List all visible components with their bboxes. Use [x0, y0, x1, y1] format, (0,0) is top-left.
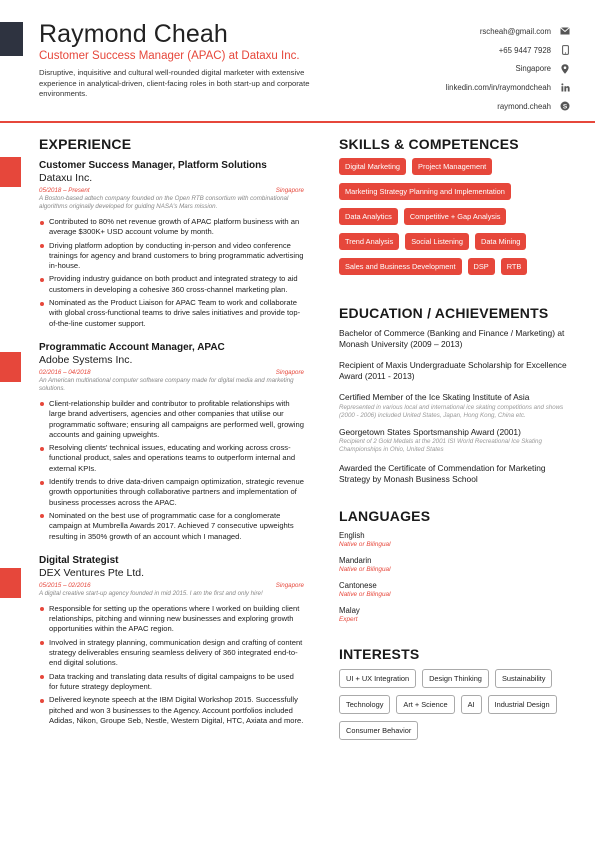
summary-text: Disruptive, inquisitive and cultural well-rounded digital marketer with extensive experience in analytical-driven, client-facing roles in both start-up and corporate environments.: [39, 68, 310, 98]
job-bullet: Nominated on the best use of programmatic case for a conglomerate campaign at Mumbrella Awards 2017. Achieved 7 consecutive upweights resulting in 350% growth of an account which I managed.: [39, 511, 304, 542]
job-location: Singapore: [275, 368, 304, 376]
header-accent-block: [0, 22, 23, 56]
job-meta: [39, 369, 304, 376]
job-company: Dataxu Inc.: [39, 172, 93, 184]
skill-tag: Data Analytics: [339, 208, 398, 225]
education-item: [339, 392, 571, 420]
skill-tag: Marketing Strategy Planning and Implementation: [339, 183, 511, 200]
job-bullet: Client-relationship builder and contributor to profitable relationships with large brand advertisers, agencies and other companies that utilise our programmatic software; ensuring all campaigns are performed well, growing accounts and gaining upweights.: [39, 399, 304, 440]
language-item: [339, 581, 571, 599]
svg-text:S: S: [562, 103, 568, 111]
skype-icon: [560, 101, 570, 111]
contact-location-text: Singapore: [515, 64, 551, 74]
interest-tag: Design Thinking: [422, 669, 489, 688]
location-icon: [560, 64, 570, 74]
language-level: Native or Bilingual: [339, 591, 391, 598]
job-title: Programmatic Account Manager, APAC: [39, 341, 225, 353]
job-location: Singapore: [275, 187, 304, 194]
language-name: Malay: [339, 606, 360, 615]
education-item: [339, 328, 571, 349]
interests-title: INTERESTS: [339, 646, 420, 662]
job-bullet: Contributed to 80% net revenue growth of APAC platform business with an average $300K+ USD account volume by month.: [39, 217, 304, 238]
job-bullet: Resolving clients' technical issues, educating and working across cross-functional product, sales and operations teams to outperform internal and external KPIs.: [39, 443, 304, 474]
job-bullet: Identify trends to drive data-driven campaign optimization, strategic revenue growth opportunities through collaborative partners and implementation of business processes across the APAC.: [39, 477, 304, 508]
interest-tag: Art + Science: [396, 695, 454, 714]
job-1-accent-bar: [0, 157, 21, 187]
contact-email[interactable]: [446, 22, 570, 41]
skill-tag: Social Listening: [405, 233, 469, 250]
education-item-title: Bachelor of Commerce (Banking and Finance / Marketing) at Monash University (2009 – 2013): [339, 328, 565, 349]
job-bullet: Responsible for setting up the operations where I worked on building client relationships, pitching and winning new businesses and exploring growth opportunities within the APAC region.: [39, 604, 304, 635]
job-dates: 02/2016 – 04/2018: [39, 368, 91, 376]
skill-tag: Project Management: [412, 158, 492, 175]
job-description: An American multinational computer software company made for digital media and marketing solutions.: [39, 376, 294, 392]
language-level: Native or Bilingual: [339, 566, 391, 573]
education-item-title: Awarded the Certificate of Commendation for Marketing Strategy by Monash Business School: [339, 463, 546, 484]
job-bullet: Nominated as the Product Liaison for APAC Team to work and collaborate with global cross-functional teams to drive sales initiatives and provide top-of-the-line customer support.: [39, 298, 304, 329]
interest-tag: UI + UX Integration: [339, 669, 416, 688]
job-dates: 05/2018 – Present: [39, 187, 90, 194]
header-divider: [0, 121, 595, 123]
language-name: Cantonese: [339, 581, 377, 590]
contact-location: [446, 59, 570, 78]
job-meta: [39, 582, 304, 589]
interest-tag: Sustainability: [495, 669, 553, 688]
job-bullets: [39, 604, 304, 726]
right-column: [339, 136, 571, 747]
job-dates: 05/2015 – 02/2016: [39, 581, 91, 589]
experience-section: [39, 136, 304, 729]
language-item: [339, 606, 571, 624]
skill-tag: RTB: [501, 258, 528, 275]
job-title: Digital Strategist: [39, 554, 119, 566]
education-title: EDUCATION / ACHIEVEMENTS: [339, 305, 549, 321]
language-item: [339, 556, 571, 574]
interest-tag: Industrial Design: [488, 695, 557, 714]
job-description: A Boston-based adtech company founded on the Open RTB consortium with combinational algorithms originally developed for guiding NASA's Mars mission.: [39, 195, 289, 210]
contact-phone[interactable]: [446, 41, 570, 60]
language-name: Mandarin: [339, 556, 372, 565]
job-bullet: Delivered keynote speech at the IBM Digital Workshop 2015. Successfully pitched and won 3 businesses to the Agency. Account portfolios included Adidas, Nikon, Groupe Seb, Nestle, Western Digital, HTC, Axiata and more.: [39, 695, 304, 726]
contact-email-text: rscheah@gmail.com: [479, 26, 551, 36]
job-location: Singapore: [275, 581, 304, 589]
skills-tags: [339, 158, 571, 283]
contact-phone-text: +65 9447 7928: [498, 45, 551, 55]
interests-tags: [339, 669, 571, 747]
job-bullet: Involved in strategy planning, communication design and crafting of content strategy deliverables ensuring seamless delivery of 360 integrated end-to-end digital solutions.: [39, 638, 304, 669]
contact-linkedin[interactable]: [446, 78, 570, 97]
language-level: Native or Bilingual: [339, 541, 391, 548]
linkedin-icon: [560, 82, 570, 92]
skill-tag: Trend Analysis: [339, 233, 399, 250]
job-bullet: Driving platform adoption by conducting in-person and video conference trainings for agency and brand customers to bring programmatic advertising in-house.: [39, 241, 304, 272]
job-item: [39, 555, 304, 726]
job-company: Adobe Systems Inc.: [39, 353, 133, 366]
candidate-name: Raymond Cheah: [39, 20, 228, 48]
job-meta: [39, 187, 304, 194]
languages-title: LANGUAGES: [339, 508, 431, 524]
language-name: English: [339, 531, 365, 540]
education-item-desc: Recipient of 2 Gold Medals at the 2001 ISI World Recreational Ice Skating Championships in Ohio, United States: [339, 438, 542, 453]
contact-linkedin-text: linkedin.com/in/raymondcheah: [445, 82, 551, 92]
education-item-title: Georgetown States Sportsmanship Award (2001): [339, 426, 521, 437]
contact-skype[interactable]: [446, 97, 570, 116]
skill-tag: Competitive + Gap Analysis: [404, 208, 507, 225]
job-bullet: Providing industry guidance on both product and integrated strategy to aid customers in developing a cohesive 360 cross-channel marketing plan.: [39, 274, 304, 295]
interest-tag: Technology: [339, 695, 390, 714]
job-item: [39, 342, 304, 542]
job-title: Customer Success Manager, Platform Solutions: [39, 160, 267, 171]
interest-tag: Consumer Behavior: [339, 721, 418, 740]
education-item-title: Recipient of Maxis Undergraduate Scholarship for Excellence Award (2011 - 2013): [339, 360, 567, 381]
job-3-accent-bar: [0, 568, 21, 598]
phone-icon: [560, 45, 570, 55]
candidate-role: Customer Success Manager (APAC) at Dataxu Inc.: [39, 50, 300, 62]
job-item: [39, 160, 304, 329]
job-bullets: [39, 217, 304, 329]
skill-tag: Data Mining: [475, 233, 526, 250]
job-company: DEX Ventures Pte Ltd.: [39, 566, 145, 579]
job-bullet: Data tracking and translating data results of digital campaigns to be used for future strategy deployment.: [39, 672, 304, 693]
education-item-title: Certified Member of the Ice Skating Institute of Asia: [339, 392, 530, 402]
education-item: [339, 463, 571, 484]
experience-title: EXPERIENCE: [39, 136, 132, 152]
education-item: [339, 427, 571, 455]
language-item: [339, 531, 571, 549]
skill-tag: Digital Marketing: [339, 158, 406, 175]
job-2-accent-bar: [0, 352, 21, 382]
education-item-desc: Represented in various local and international ice skating competitions and shows (2000 - 2006) included United States, Japan, Hong Kong, China etc.: [339, 403, 564, 419]
skills-title: SKILLS & COMPETENCES: [339, 136, 519, 152]
contact-skype-text: raymond.cheah: [497, 101, 551, 111]
skill-tag: Sales and Business Development: [339, 258, 462, 275]
mail-icon: [560, 26, 570, 36]
job-bullets: [39, 399, 304, 542]
skill-tag: DSP: [468, 258, 495, 275]
job-description: A digital creative start-up agency founded in mid 2015. I am the first and only hire!: [39, 589, 263, 597]
interest-tag: AI: [461, 695, 482, 714]
education-item: [339, 360, 571, 381]
language-level: Expert: [339, 616, 358, 623]
contact-list: [446, 22, 570, 115]
